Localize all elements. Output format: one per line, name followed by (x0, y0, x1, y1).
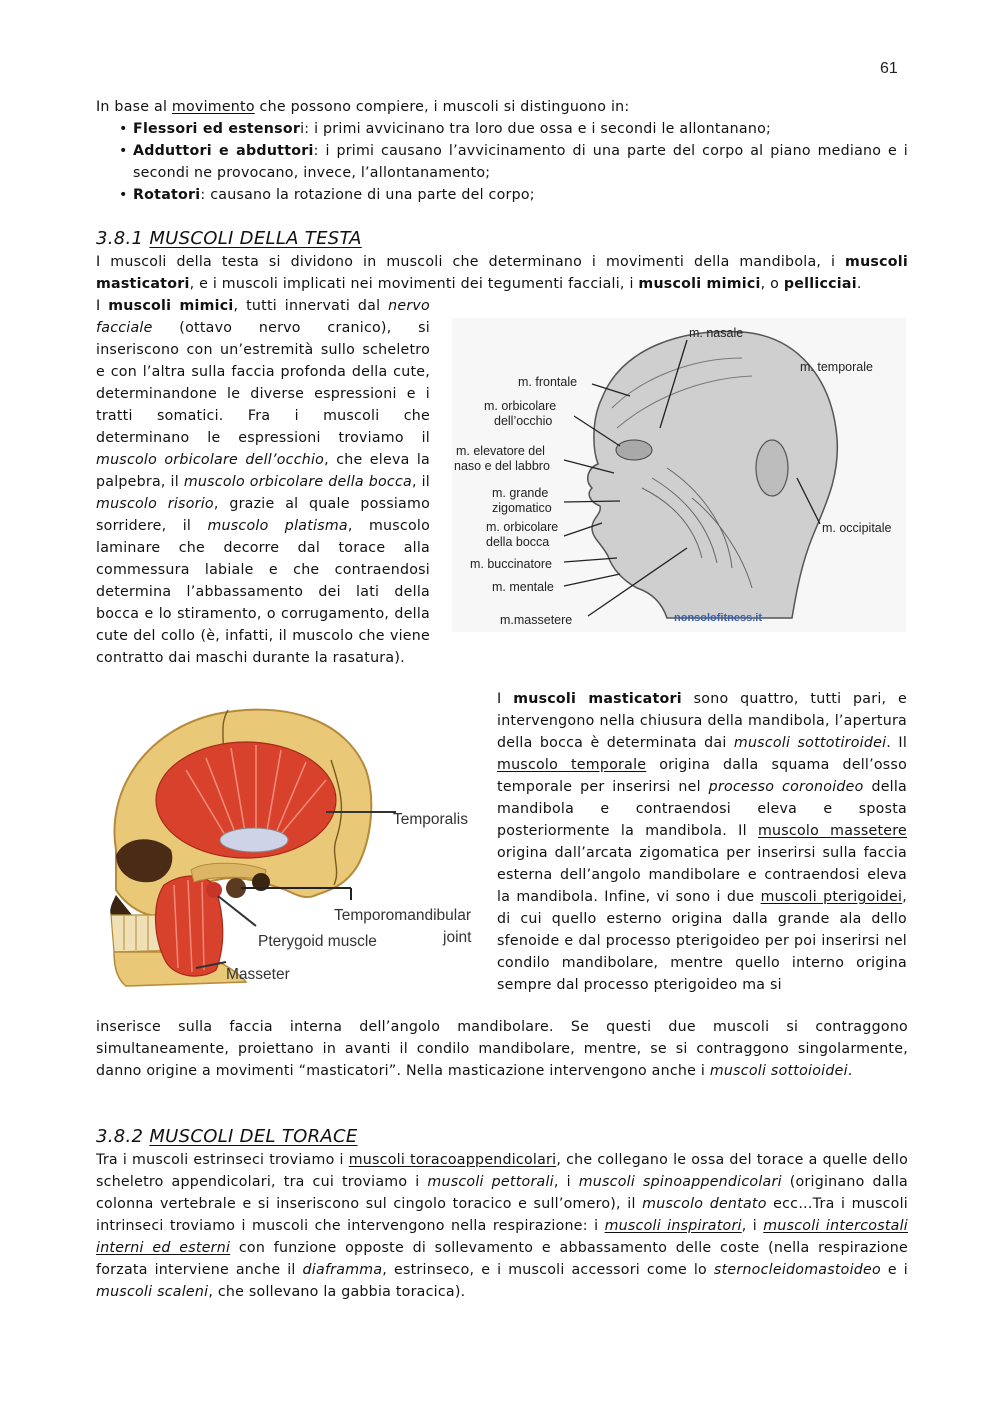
label-pterygoid: Pterygoid muscle (258, 933, 377, 950)
label-buccinatore: m. buccinatore (470, 557, 552, 571)
label-grande-zigomatico: m. grande (492, 486, 549, 500)
list-item: • Rotatori: causano la rotazione di una parte del corpo; (96, 184, 908, 206)
watermark: nonsolofitness.it (674, 612, 762, 624)
section-heading-testa (96, 228, 362, 249)
label-elevatore: m. elevatore del (456, 444, 545, 458)
intro-sentence: In base al movimento che possono compiere, i muscoli si distinguono in: (96, 99, 630, 115)
label-temporalis: Temporalis (393, 811, 468, 828)
movement-list (96, 118, 908, 206)
section-title: MUSCOLI DEL TORACE (149, 1126, 358, 1147)
paragraph-torace: Tra i muscoli estrinseci troviamo i muscoli toracoappendicolari, che collegano le ossa del torace a quelle dello scheletro appendicolari, tra cui troviamo i muscoli pettorali, i muscoli spinoappendicolari (originano dalla colonna vertebrale e si inseriscono sul cingolo toracico e sull’omero), il muscolo dentato ecc…Tra i muscoli intrinseci troviamo i muscoli che intervengono nella respirazione: i muscoli inspiratori, i muscoli intercostali interni ed esterni con funzione opposte di sollevamento e abbassamento delle coste (nella respirazione forzata interviene anche il diaframma, estrinseco, e i muscoli accessori come lo sternocleidomastoideo e i muscoli scaleni, che sollevano la gabbia toracica). (96, 1152, 909, 1300)
label-occipitale: m. occipitale (822, 521, 892, 535)
page-number: 61 (880, 60, 898, 77)
label-frontale: m. frontale (518, 375, 578, 389)
paragraph-masticatori: I muscoli masticatori sono quattro, tutti pari, e intervengono nella chiusura della mandibola, l’apertura della bocca è determinata dai muscoli sottotiroidei. Il muscolo temporale origina dalla squama dell’osso temporale per inserirsi nel processo coronoideo della mandibola e contraendosi eleva e sposta posteriormente la mandibola. Il muscolo massetere origina dall’arcata zigomatica per inserirsi sulla faccia esterna dell’angolo mandibolare e contraendosi eleva la mandibola. Infine, vi sono i due muscoli pterigoidei, di cui quello esterno origina dalla grande ala dello sfenoide e dal processo pterigoideo per poi inserirsi nel condilo mandibolare, mentre quello interno origina sempre dal processo pterigoideo ma si (497, 691, 908, 993)
skull-illustration (96, 700, 478, 990)
svg-text:joint: joint (443, 929, 472, 946)
label-nasale: m. nasale (689, 326, 744, 340)
figure-skull-masticatory (96, 700, 478, 990)
paragraph: I muscoli della testa si dividono in muscoli che determinano i movimenti della mandibola, i muscoli masticatori, e i muscoli implicati nei movimenti dei tegumenti facciali, i muscoli mimici, o pellicciai. (96, 254, 908, 292)
label-temporale: m. temporale (800, 360, 873, 374)
label-orbicolare-bocca: m. orbicolare (486, 520, 559, 534)
section-heading-torace (96, 1126, 358, 1147)
list-item: • Adduttori e abduttori: i primi causano l’avvicinamento di una parte del corpo al piano mediano e i secondi ne provocano, invece, l’allontanamento; (96, 140, 908, 184)
figure-facial-muscles (452, 318, 906, 632)
svg-text:zigomatico: zigomatico (492, 501, 552, 515)
section-title: MUSCOLI DELLA TESTA (149, 228, 362, 249)
svg-text:dell’occhio: dell’occhio (494, 414, 553, 428)
paragraph-mimici: I muscoli mimici, tutti innervati dal nervo facciale (ottavo nervo cranico), si inseriscono con un’estremità sullo scheletro e con l’altra sulla faccia profonda della cute, determinandone le diverse espressioni e i tratti somatici. Fra i muscoli che determinano le espressioni troviamo il muscolo orbicolare dell’occhio, che eleva la palpebra, il muscolo orbicolare della bocca, il muscolo risorio, grazie al quale possiamo sorridere, il muscolo platisma, muscolo laminare che decorre dal torace alla commessura labiale e che contraendosi determina l’abbassamento dei lati della bocca e lo stiramento, o corrugamento, della cute del collo (è, infatti, il muscolo che viene contratto dai maschi durante la rasatura). (96, 298, 431, 666)
section-number: 3.8.1 (96, 228, 144, 249)
label-orbicolare-occhio: m. orbicolare (484, 399, 557, 413)
facial-muscles-illustration (452, 318, 906, 632)
label-mentale: m. mentale (492, 580, 554, 594)
svg-text:naso e del labbro: naso e del labbro (454, 459, 550, 473)
label-massetere: m.massetere (500, 613, 573, 627)
svg-text:della bocca: della bocca (486, 535, 550, 549)
intro-block (96, 96, 908, 206)
paragraph-masticatori-cont: inserisce sulla faccia interna dell’angolo mandibolare. Se questi due muscoli si contraggono simultaneamente, proiettano in avanti il condilo mandibolare, mentre, se si contraggono singolarmente, danno origine a movimenti “masticatori”. Nella masticazione intervengono anche i muscoli sottoioidei. (96, 1019, 908, 1079)
label-temporomandibular: Temporomandibular (334, 907, 471, 924)
term-movimento: movimento (171, 99, 255, 115)
section-number: 3.8.2 (96, 1126, 144, 1147)
label-masseter: Masseter (226, 966, 290, 983)
list-item: • Flessori ed estensori: i primi avvicinano tra loro due ossa e i secondi le allontanano; (96, 118, 908, 140)
